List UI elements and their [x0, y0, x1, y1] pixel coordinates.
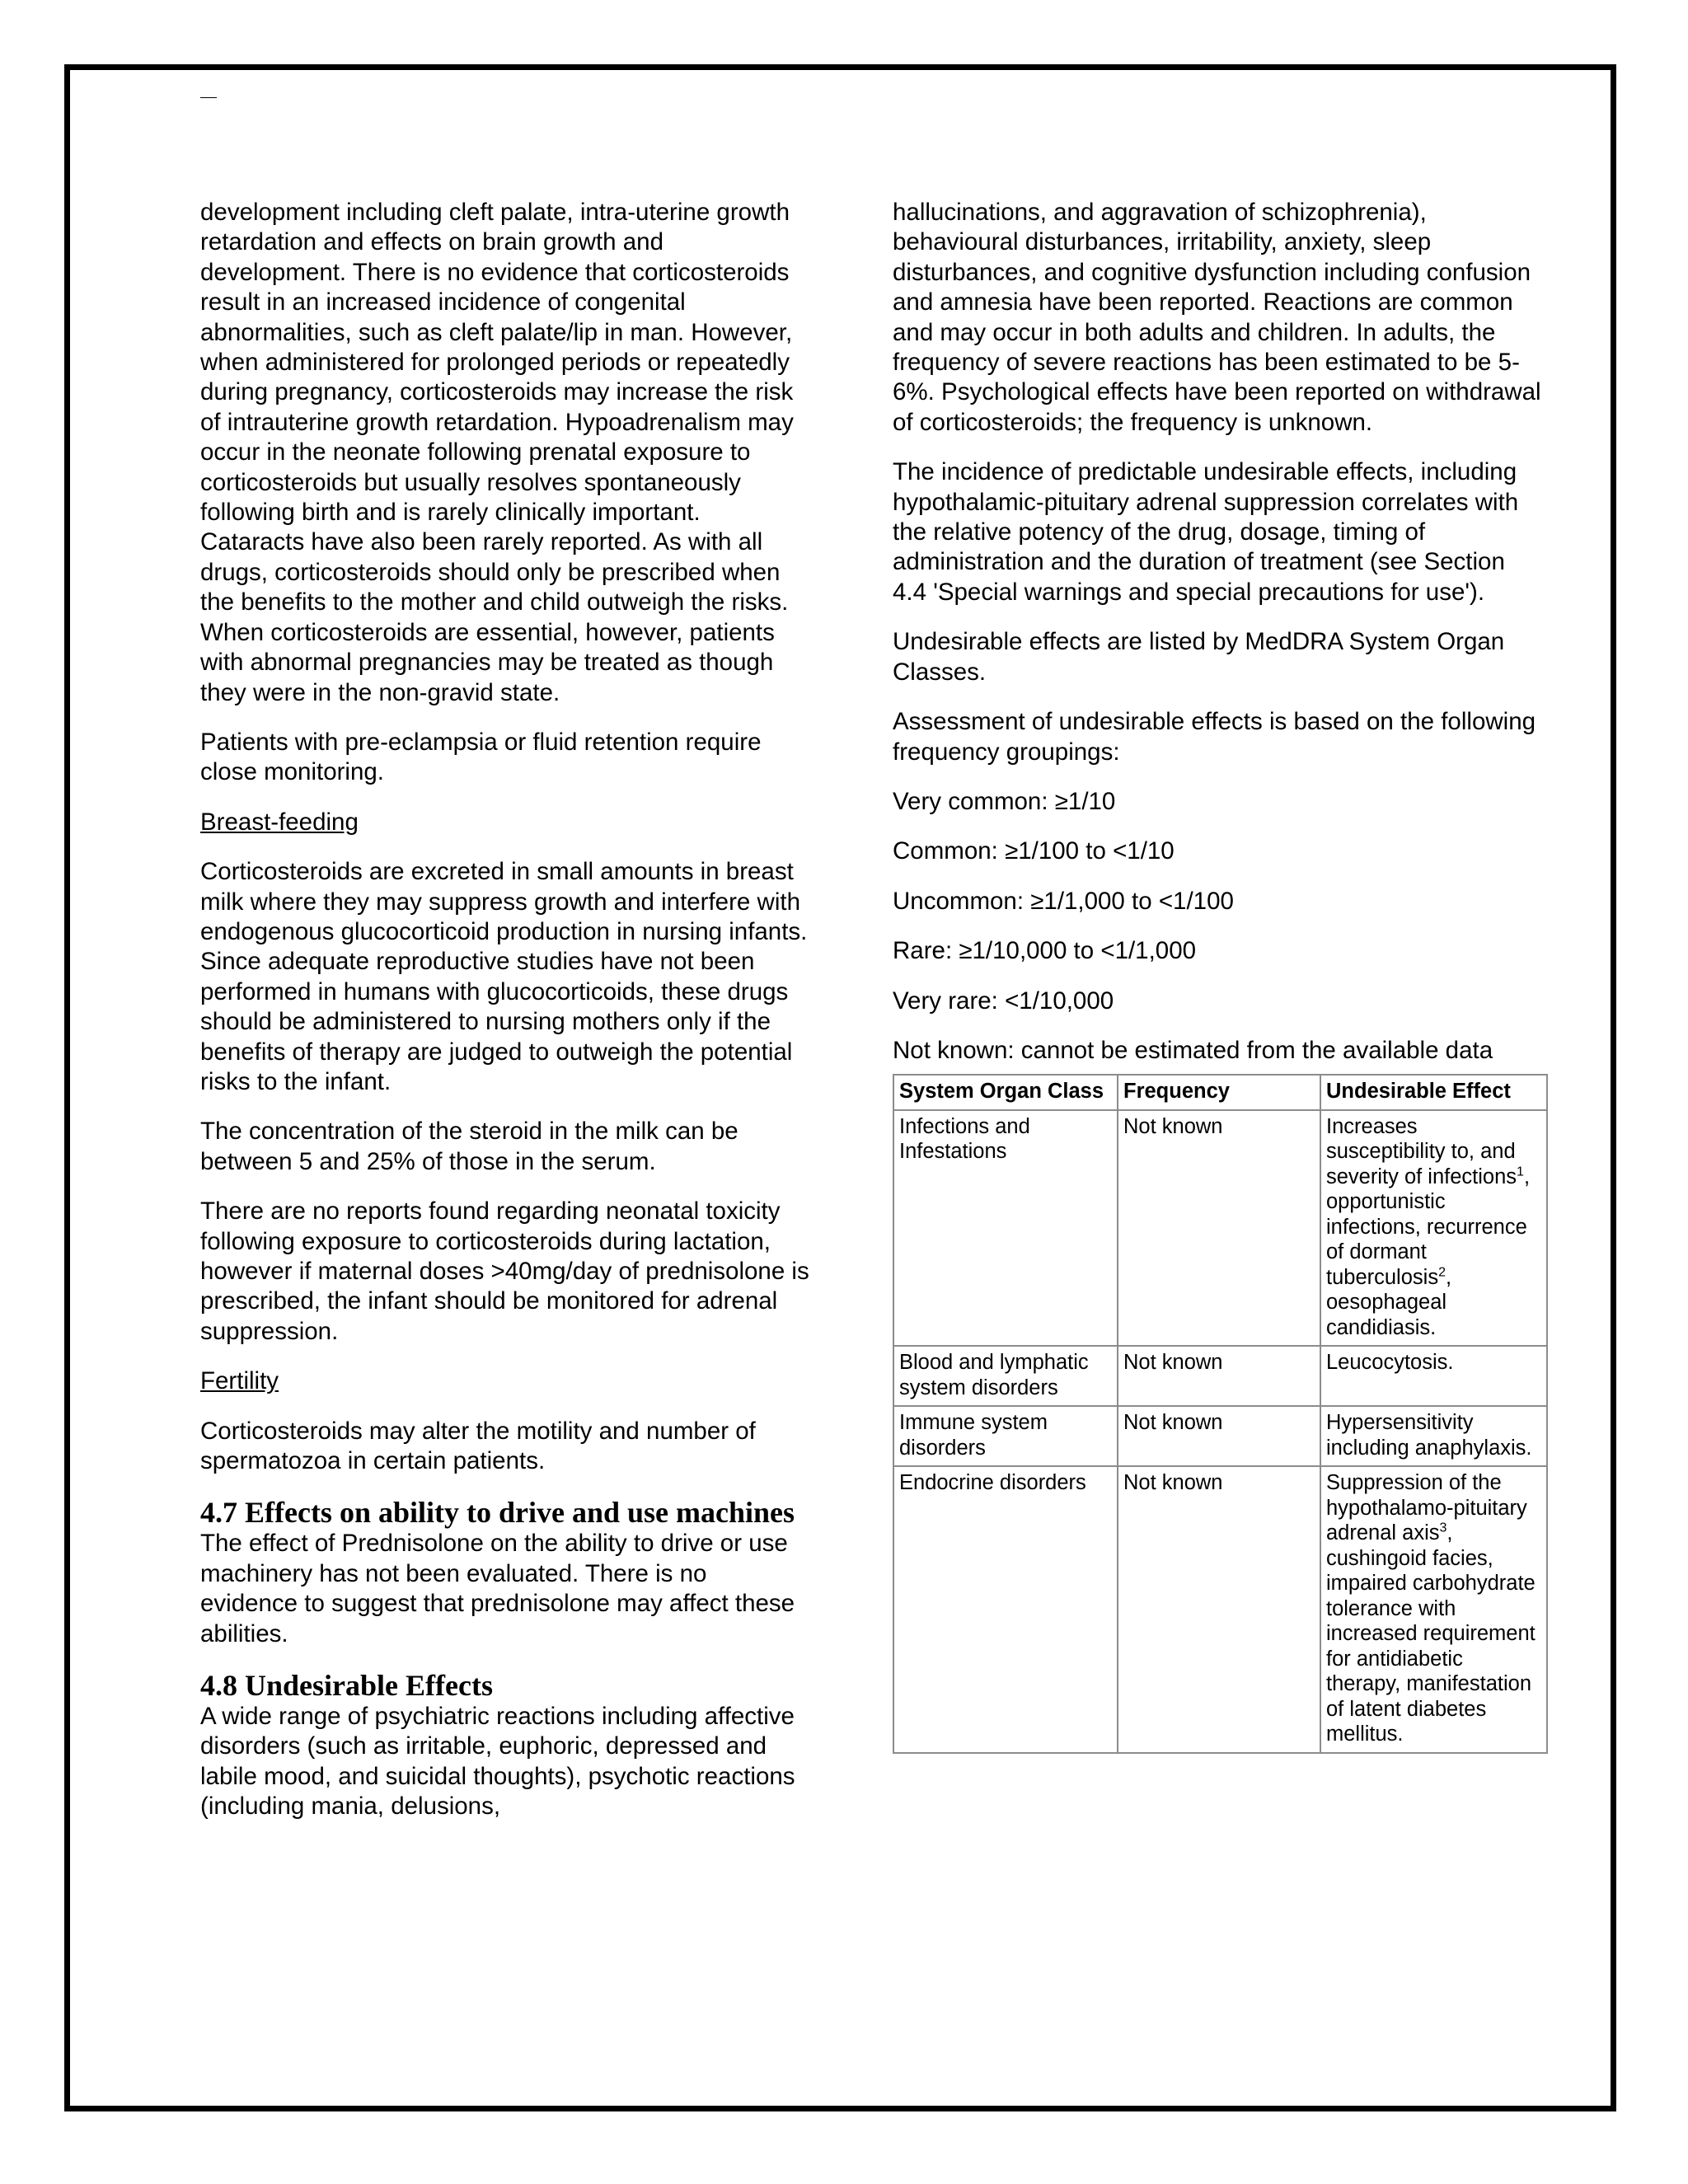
- frequency-cell: Not known: [1118, 1110, 1320, 1347]
- effect-text: , opportunistic infections, recurrence of dormant tuberculosis: [1326, 1165, 1531, 1289]
- meddra-paragraph: Undesirable effects are listed by MedDRA System Organ Classes.: [893, 628, 1505, 686]
- pre-eclampsia-paragraph: Patients with pre-eclampsia or fluid retention require close monitoring.: [200, 728, 762, 786]
- effect-text: , cushingoid facies, impaired carbohydrate tolerance with increased requirement for antidiabetic therapy, manifestation of latent diabetes mellitus.: [1326, 1521, 1536, 1746]
- breastfeeding-heading: Breast-feeding: [200, 808, 359, 836]
- footnote-ref: 2: [1438, 1265, 1446, 1280]
- soc-cell: Endocrine disorders: [893, 1466, 1118, 1753]
- frequency-cell: Not known: [1118, 1466, 1320, 1753]
- effect-text: Suppression of the hypothalamo-pituitary adrenal axis: [1326, 1471, 1527, 1545]
- table-row: [893, 1466, 1547, 1753]
- frequency-cell: Not known: [1118, 1406, 1320, 1466]
- milk-concentration-paragraph: The concentration of the steroid in the milk can be between 5 and 25% of those in the serum.: [200, 1118, 738, 1175]
- soc-cell: Infections and Infestations: [893, 1110, 1118, 1347]
- frequency-very-rare: Very rare: <1/10,000: [893, 987, 1114, 1015]
- assessment-paragraph: Assessment of undesirable effects is based on the following frequency groupings:: [893, 708, 1536, 766]
- breastfeeding-paragraph: Corticosteroids are excreted in small amounts in breast milk where they may suppress growth and interfere with endogenous glucocorticoid production in nursing infants. Since adequate reproductive studies have not been performed in humans with glucocorticoids, these drugs should be administered to nursing mothers only if the benefits of therapy are judged to outweigh the potential risks to the infant.: [200, 858, 808, 1095]
- driving-paragraph: The effect of Prednisolone on the ability to drive or use machinery has not been evaluated. There is no evidence to suggest that prednisolone may affect these abilities.: [200, 1530, 795, 1647]
- pregnancy-paragraph: development including cleft palate, intra-uterine growth retardation and effects on brain growth and development. There is no evidence that corticosteroids result in an increased incidence of congenital abnormalities, such as cleft palate/lip in man. However, when administered for prolonged periods or repeatedly during pregnancy, corticosteroids may increase the risk of intrauterine growth retardation. Hypoadrenalism may occur in the neonate following prenatal exposure to corticosteroids but usually resolves spontaneously following birth and is rarely clinically important. Cataracts have also been rarely reported. As with all drugs, corticosteroids should only be prescribed when the benefits to the mother and child outweigh the risks. When corticosteroids are essential, however, patients with abnormal pregnancies may be treated as though they were in the non-gravid state.: [200, 199, 794, 706]
- frequency-uncommon: Uncommon: ≥1/1,000 to <1/100: [893, 887, 1234, 915]
- effect-text: , oesophageal candidiasis.: [1326, 1265, 1452, 1339]
- undesirable-effects-table: [893, 1074, 1548, 1754]
- effect-cell: [1320, 1110, 1547, 1347]
- fertility-paragraph: Corticosteroids may alter the motility and number of spermatozoa in certain patients.: [200, 1417, 756, 1475]
- effect-cell: Hypersensitivity including anaphylaxis.: [1320, 1406, 1547, 1466]
- neonatal-toxicity-paragraph: There are no reports found regarding neonatal toxicity following exposure to corticosteroids during lactation, however if maternal doses >40mg/day of prednisolone is prescribed, the infant should be monitored for adrenal suppression.: [200, 1197, 809, 1345]
- left-column: [200, 198, 810, 1842]
- effect-cell: [1320, 1466, 1547, 1753]
- frequency-common: Common: ≥1/100 to <1/10: [893, 837, 1175, 865]
- header-system-organ-class: System Organ Class: [893, 1075, 1118, 1110]
- footnote-ref: 1: [1517, 1165, 1524, 1179]
- soc-cell: Immune system disorders: [893, 1406, 1118, 1466]
- frequency-rare: Rare: ≥1/10,000 to <1/1,000: [893, 937, 1197, 965]
- frequency-cell: Not known: [1118, 1346, 1320, 1406]
- section-4-7-heading: 4.7 Effects on ability to drive and use machines: [200, 1496, 795, 1530]
- fertility-heading: Fertility: [200, 1367, 279, 1395]
- frequency-not-known: Not known: cannot be estimated from the available data: [893, 1036, 1493, 1064]
- frequency-groupings: [893, 787, 1544, 1066]
- frequency-very-common: Very common: ≥1/10: [893, 787, 1116, 815]
- table-row: [893, 1346, 1547, 1406]
- soc-cell: Blood and lymphatic system disorders: [893, 1346, 1118, 1406]
- effect-text: Increases susceptibility to, and severity of infections: [1326, 1114, 1517, 1188]
- right-column: [893, 198, 1544, 1754]
- psychiatric-continued-paragraph: hallucinations, and aggravation of schizophrenia), behavioural disturbances, irritability, anxiety, sleep disturbances, and cognitive dysfunction including confusion and amnesia have been reported. Reactions are common and may occur in both adults and children. In adults, the frequency of severe reactions has been estimated to be 5-6%. Psychological effects have been reported on withdrawal of corticosteroids; the frequency is unknown.: [893, 199, 1541, 436]
- psychiatric-paragraph: A wide range of psychiatric reactions including affective disorders (such as irritable, euphoric, depressed and labile mood, and suicidal thoughts), psychotic reactions (including mania, delusions,: [200, 1703, 795, 1821]
- footnote-ref: 3: [1439, 1521, 1447, 1535]
- table-header-row: [893, 1075, 1547, 1110]
- effect-cell: Leucocytosis.: [1320, 1346, 1547, 1406]
- table-row: [893, 1406, 1547, 1466]
- section-4-8-heading: 4.8 Undesirable Effects: [200, 1669, 493, 1703]
- table-row: [893, 1110, 1547, 1347]
- header-frequency: Frequency: [1118, 1075, 1320, 1110]
- header-undesirable-effect: Undesirable Effect: [1320, 1075, 1547, 1110]
- header-mark: [200, 97, 217, 98]
- incidence-paragraph: The incidence of predictable undesirable effects, including hypothalamic-pituitary adrenal suppression correlates with the relative potency of the drug, dosage, timing of administration and the duration of treatment (see Section 4.4 'Special warnings and special precautions for use').: [893, 458, 1519, 606]
